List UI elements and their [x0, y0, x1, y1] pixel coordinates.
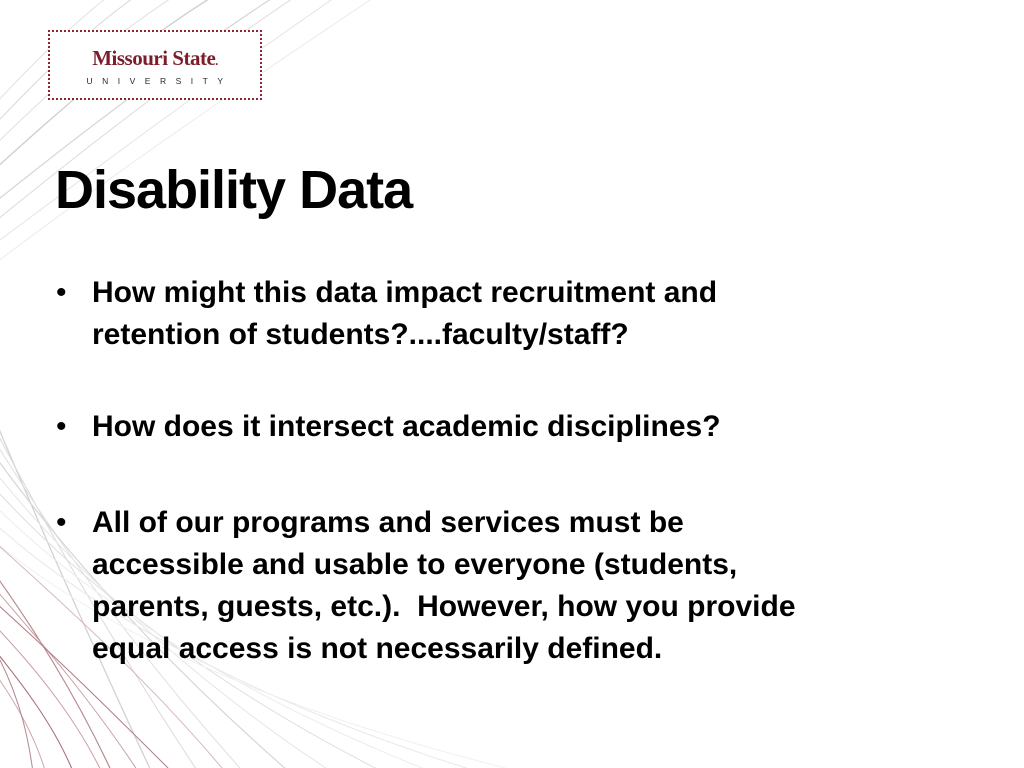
logo-wordmark: Missouri State. [92, 46, 218, 70]
bullet-text: How does it intersect academic disciplines? [92, 410, 721, 443]
slide-title: Disability Data [55, 160, 413, 220]
bullet-dot-icon: • [56, 276, 67, 309]
bullet-item [56, 406, 956, 448]
bullet-dot-icon: • [56, 410, 67, 443]
bullet-text: All of our programs and services must be accessible and usable to everyone (students, parents, guests, etc.). However, how you provide equal access is not necessarily defined. [92, 506, 796, 665]
bullet-dot-icon: • [56, 506, 67, 539]
university-logo [48, 30, 262, 100]
bullet-list [56, 272, 956, 712]
logo-subtitle: UNIVERSITY [86, 76, 233, 86]
bullet-item [56, 272, 956, 356]
bullet-text: How might this data impact recruitment and retention of students?....faculty/staff? [92, 276, 718, 351]
bullet-item [56, 502, 956, 670]
